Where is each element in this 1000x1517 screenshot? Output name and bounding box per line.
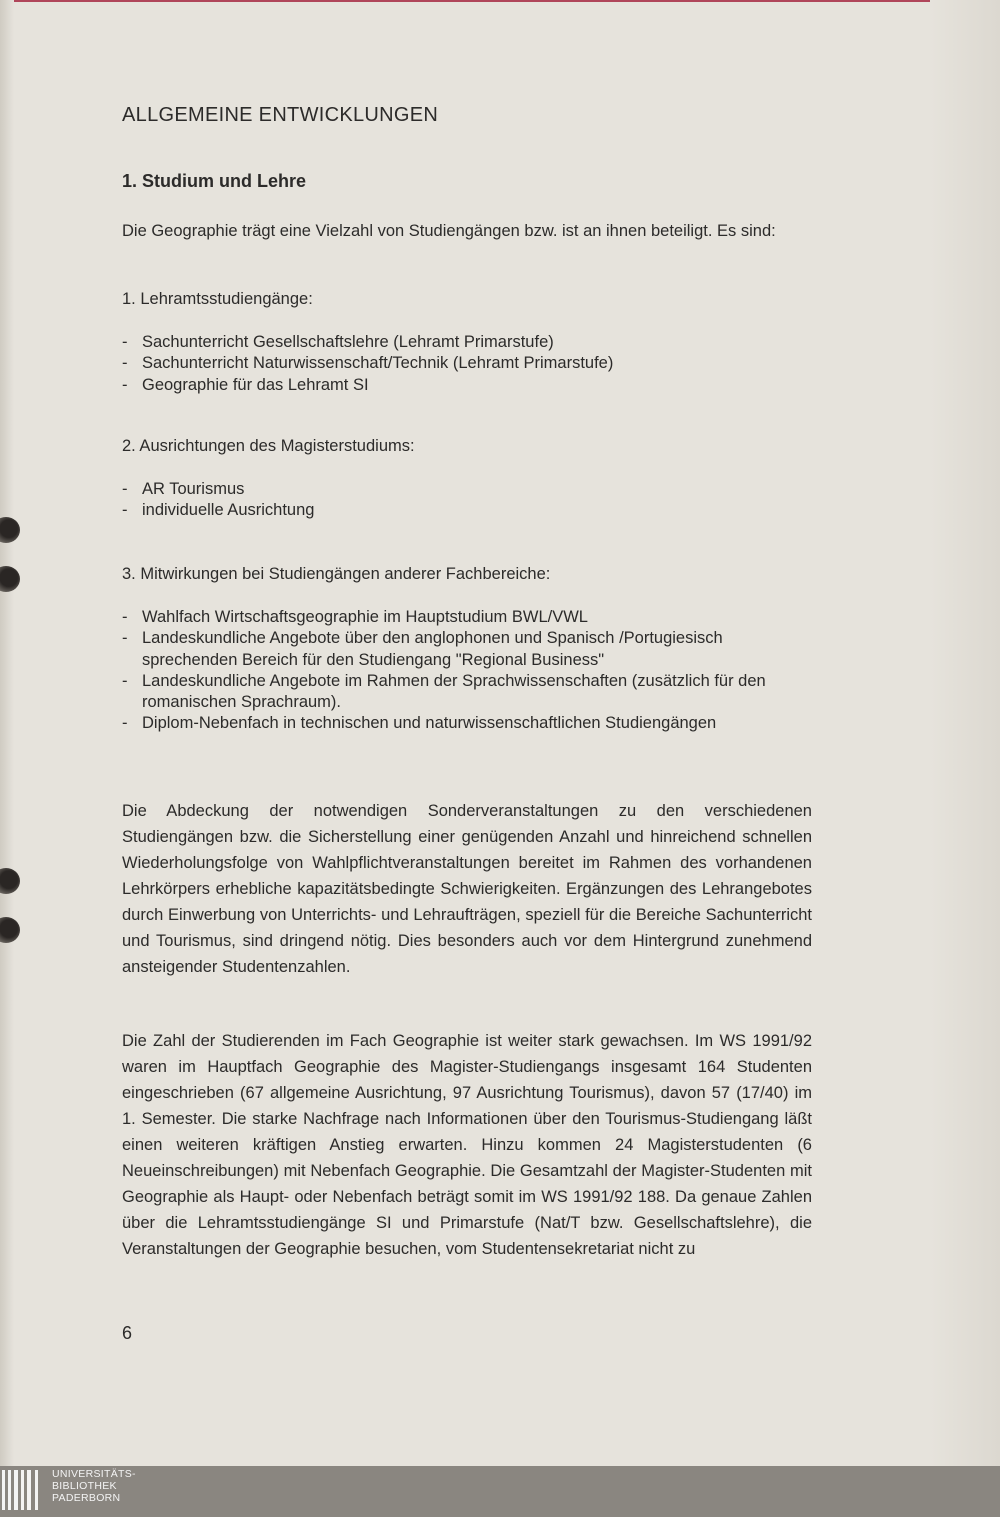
- page-number: 6: [122, 1323, 133, 1343]
- list-item: - Sachunterricht Naturwissenschaft/Technik (Lehramt Primarstufe): [122, 353, 812, 374]
- group-label-magister: 2. Ausrichtungen des Magisterstudiums:: [122, 437, 415, 455]
- list-item: - individuelle Ausrichtung: [122, 500, 812, 521]
- body-paragraph-1: Die Abdeckung der notwendigen Sonderveranstaltungen zu den verschiedenen Studiengängen bzw. die Sicherstellung einer genügenden Anzahl und hinreichend schnellen Wiederholungsfolge von Wahlpflichtveranstaltungen bereitet im Rahmen des vorhandenen Lehrkörpers erhebliche kapazitätsbedingte Schwierigkeiten. Ergänzungen des Lehrangebotes durch Einwerbung von Unterrichts- und Lehraufträgen, speziell für die Bereiche Sachunterricht und Tourismus, sind dringend nötig. Dies besonders auch vor dem Hintergrund zunehmend ansteigender Studentenzahlen.: [122, 802, 812, 976]
- list-item: - Landeskundliche Angebote im Rahmen der Sprachwissenschaften (zusätzlich für den romanischen Sprachraum).: [122, 671, 812, 714]
- punch-hole: [0, 868, 20, 894]
- group-label-mitwirkungen: 3. Mitwirkungen bei Studiengängen anderer Fachbereiche:: [122, 565, 551, 583]
- body-paragraph-2: Die Zahl der Studierenden im Fach Geographie ist weiter stark gewachsen. Im WS 1991/92 waren im Hauptfach Geographie des Magister-Studiengangs insgesamt 164 Studenten eingeschrieben (67 allgemeine Ausrichtung, 97 Ausrichtung Tourismus), davon 57 (17/40) im 1. Semester. Die starke Nachfrage nach Informationen über den Tourismus-Studiengang läßt einen weiteren kräftigen Anstieg erwarten. Hinzu kommen 24 Magisterstudenten (6 Neueinschreibungen) mit Nebenfach Geographie. Die Gesamtzahl der Magister-Studenten mit Geographie als Haupt- oder Nebenfach beträgt somit im WS 1991/92 188. Da genaue Zahlen über die Lehramtsstudiengänge SI und Primarstufe (Nat/T bzw. Gesellschaftslehre), die Veranstaltungen der Geographie besuchen, vom Studentensekretariat nicht zu: [122, 1032, 812, 1258]
- section-title: 1. Studium und Lehre: [122, 171, 307, 191]
- list-lehramt: [122, 332, 812, 396]
- group-label-lehramt: 1. Lehramtsstudiengänge:: [122, 290, 313, 308]
- list-item: - Sachunterricht Gesellschaftslehre (Lehramt Primarstufe): [122, 332, 812, 353]
- binding-shadow: [0, 0, 14, 1466]
- library-footer: [0, 1466, 1000, 1517]
- library-name-line: PADERBORN: [52, 1492, 121, 1504]
- library-logo-icon: [2, 1470, 44, 1510]
- punch-hole: [0, 917, 20, 943]
- library-name: [52, 1468, 136, 1504]
- list-item: - Diplom-Nebenfach in technischen und naturwissenschaftlichen Studiengängen: [122, 713, 812, 734]
- library-name-line: UNIVERSITÄTS-: [52, 1468, 136, 1480]
- list-item: - Geographie für das Lehramt SI: [122, 375, 812, 396]
- page-top-edge: [0, 0, 1000, 2]
- page-heading: ALLGEMEINE ENTWICKLUNGEN: [122, 104, 439, 126]
- punch-hole: [0, 517, 20, 543]
- right-edge-shadow: [930, 0, 1000, 1466]
- list-magister: [122, 479, 812, 522]
- intro-paragraph: Die Geographie trägt eine Vielzahl von Studiengängen bzw. ist an ihnen beteiligt. Es sind:: [122, 222, 776, 240]
- list-mitwirkungen: [122, 607, 812, 735]
- list-item: - Landeskundliche Angebote über den anglophonen und Spanisch /Portugiesisch sprechenden Bereich für den Studiengang "Regional Business": [122, 628, 812, 671]
- list-item: - AR Tourismus: [122, 479, 812, 500]
- list-item: - Wahlfach Wirtschaftsgeographie im Hauptstudium BWL/VWL: [122, 607, 812, 628]
- library-name-line: BIBLIOTHEK: [52, 1480, 117, 1492]
- punch-hole: [0, 566, 20, 592]
